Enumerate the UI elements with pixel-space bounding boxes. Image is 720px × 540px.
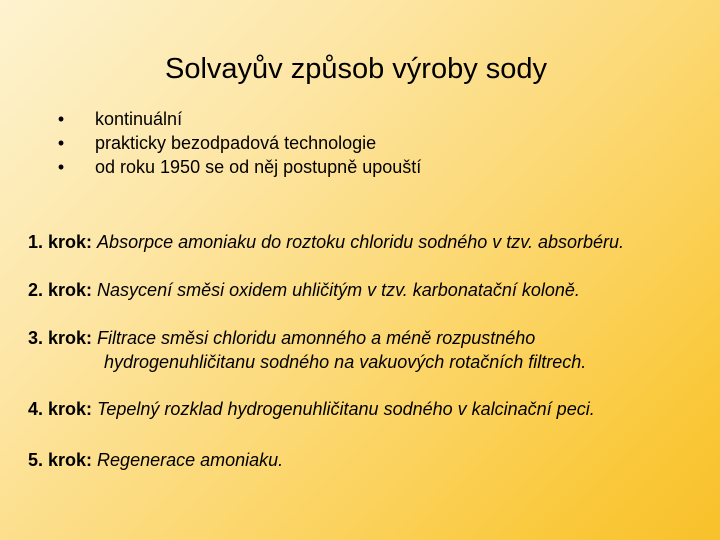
step-label: 2. krok:: [28, 280, 93, 300]
step-1: [28, 230, 624, 254]
step-3: [28, 326, 586, 374]
step-5: [28, 448, 283, 472]
step-4: [28, 397, 595, 421]
bullet-item: [55, 155, 421, 179]
bullet-marker: •: [57, 157, 65, 177]
bullet-text: kontinuální: [95, 109, 183, 129]
bullet-item: [55, 131, 421, 155]
step-label: 5. krok:: [28, 450, 93, 470]
step-label: 1. krok:: [28, 232, 93, 252]
step-text: Absorpce amoniaku do roztoku chloridu sodného v tzv. absorbéru.: [97, 232, 625, 252]
step-2: [28, 278, 580, 302]
bullet-item: [55, 107, 421, 131]
step-text: Nasycení směsi oxidem uhličitým v tzv. karbonatační koloně.: [97, 280, 580, 300]
step-label: 4. krok:: [28, 399, 93, 419]
step-text: Filtrace směsi chloridu amonného a méně rozpustného: [97, 328, 536, 348]
step-text: Tepelný rozklad hydrogenuhličitanu sodného v kalcinační peci.: [97, 399, 595, 419]
bullet-text: prakticky bezodpadová technologie: [95, 133, 377, 153]
bullet-marker: •: [57, 133, 65, 153]
bullet-marker: •: [57, 109, 65, 129]
bullet-list: [55, 107, 421, 179]
step-text-continuation: hydrogenuhličitanu sodného na vakuových rotačních filtrech.: [104, 352, 587, 372]
bullet-text: od roku 1950 se od něj postupně upouští: [95, 157, 422, 177]
slide-title: Solvayův způsob výroby sody: [164, 53, 548, 85]
step-text: Regenerace amoniaku.: [97, 450, 284, 470]
step-label: 3. krok:: [28, 328, 93, 348]
